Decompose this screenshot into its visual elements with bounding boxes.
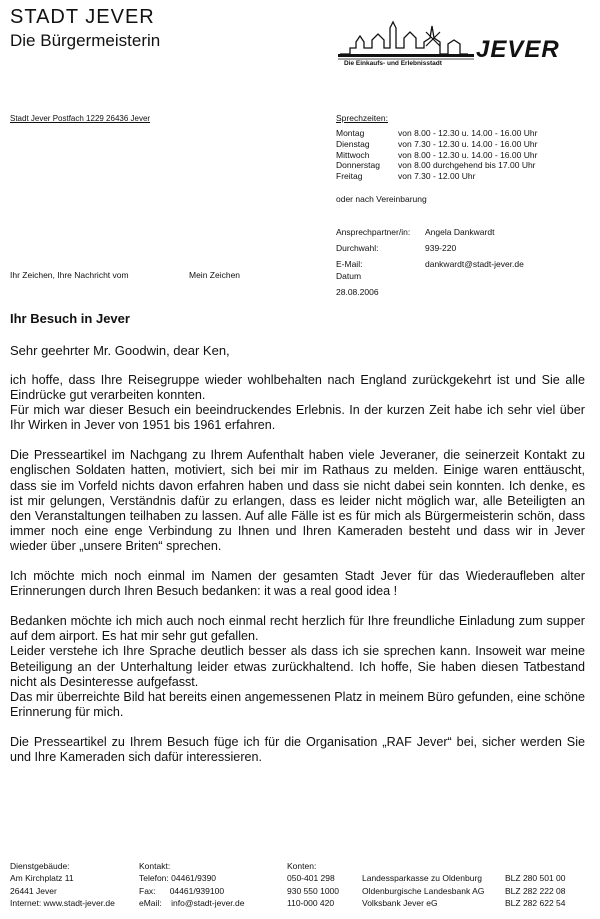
city-heading: STADT JEVER: [10, 6, 155, 28]
logo-tagline: Die Einkaufs- und Erlebnisstadt: [344, 60, 442, 67]
letter-paragraph: Die Presseartikel zu Ihrem Besuch füge ich für die Organisation „RAF Jever“ bei, sicher werden Sie und Ihre Kameraden sich dafür interessieren.: [10, 734, 585, 764]
letter-paragraph: Ich möchte mich noch einmal im Namen der gesamten Stadt Jever für das Wiederaufleben alter Erinnerungen durch Ihren Besuch bedanken: it was a real good idea !: [10, 569, 585, 599]
your-reference-label: Ihr Zeichen, Ihre Nachricht vom: [10, 270, 129, 280]
my-reference-label: Mein Zeichen: [189, 270, 241, 280]
office-hours-row: Montag von 8.00 - 12.30 u. 14.00 - 16.00 Uhr: [336, 128, 538, 138]
letter-paragraph: Die Presseartikel im Nachgang zu Ihrem Aufenthalt haben viele Jeveraner, die seinerzeit Kontakt zu englischen Soldaten hatten, motiviert, sich bei mir im Rathaus zu melden. Einige waren enttäuscht, dass sie im Vorfeld nichts davon erfahren haben und dass sie nicht dabei sein konnten. Ich denke, es ist mir gelungen, Verständnis dafür zu erlangen, dass es leider nicht möglich war, alle Beteiligten an den Veranstaltungen teilhaben zu lassen. Auf alle Fälle ist es für mich als Bürgermeisterin schön, dass immer noch eine enge Verbindung zu Ihnen und Ihren Kameraden besteht und dass wir in Jever wieder über „unsere Briten“ sprechen.: [10, 448, 585, 553]
office-hours-row: Dienstag von 7.30 - 12.30 u. 14.00 - 16.00 Uhr: [336, 138, 538, 149]
account-row: 110-000 420 Volksbank Jever eG: [287, 898, 438, 909]
contact-person-block: [336, 224, 524, 272]
date-label: Datum: [336, 271, 362, 281]
contact-email: dankwardt@stadt-jever.de: [425, 259, 524, 269]
office-hours-row: Donnerstag von 8.00 durchgehend bis 17.00 Uhr: [336, 160, 536, 171]
letter-subject: Ihr Besuch in Jever: [10, 311, 130, 326]
letter-body: [10, 373, 585, 780]
office-hours-row: Freitag von 7.30 - 12.00 Uhr: [336, 171, 476, 182]
office-hours-table: [336, 128, 537, 182]
bank-code: BLZ 282 222 08: [505, 885, 566, 896]
footer-bank-codes: [505, 860, 566, 910]
contact-person-name: Angela Dankwardt: [425, 227, 495, 237]
direct-dial-label: Durchwahl:: [336, 243, 379, 253]
jever-wordmark: JEVER: [476, 36, 560, 63]
office-hours-title: Sprechzeiten:: [336, 113, 388, 123]
email-label: E-Mail:: [336, 259, 363, 269]
letter-date: 28.08.2006: [336, 287, 379, 297]
bank-code: BLZ 282 622 54: [505, 898, 566, 909]
footer-website-link[interactable]: Internet: www.stadt-jever.de: [10, 898, 115, 909]
footer-email-link[interactable]: eMail: info@stadt-jever.de: [139, 898, 245, 909]
account-row: 050-401 298 Landessparkasse zu Oldenburg: [287, 873, 483, 884]
account-row: 930 550 1000 Oldenburgische Landesbank AG: [287, 885, 485, 896]
footer-contact: Kontakt: Telefon: 04461/9390 Fax: 04461/939100 eMail: info@stadt-jever.de: [139, 861, 245, 909]
bank-code: BLZ 280 501 00: [505, 873, 566, 884]
by-appointment-note: oder nach Vereinbarung: [336, 194, 427, 204]
mayor-title: Die Bürgermeisterin: [10, 31, 161, 50]
sender-address-line: Stadt Jever Postfach 1229 26436 Jever: [10, 114, 151, 123]
footer-building: Dienstgebäude: Am Kirchplatz 11 26441 Jever Internet: www.stadt-jever.de: [10, 861, 115, 909]
office-hours-row: Mittwoch von 8.00 - 12.30 u. 14.00 - 16.00 Uhr: [336, 149, 538, 160]
letter-paragraph: ich hoffe, dass Ihre Reisegruppe wieder wohlbehalten nach England zurückgekehrt ist und Sie alle Eindrücke gut verarbeiten konnten. Für mich war dieser Besuch ein beeindruckendes Erlebnis. In der kurzen Zeit habe ich sehr viel über Ihr Wirken in Jever von 1951 bis 1961 erfahren.: [10, 373, 585, 433]
letter-paragraph: Bedanken möchte ich mich auch noch einmal recht herzlich für Ihre freundliche Einladung zum supper auf dem airport. Es hat mir sehr gut gefallen. Leider verstehe ich Ihre Sprache deutlich besser als dass ich sie sprechen kann. Insoweit war meine Beteiligung an der Unterhaltung leider etwas zurückhaltend. Ich hoffe, Sie haben diesen Tatbestand nicht als Desinteresse aufgefasst. Das mir überreichte Bild hat bereits einen angemessenen Platz in meinem Büro gefunden, eine schöne Erinnerung für mich.: [10, 614, 585, 719]
letter-salutation: Sehr geehrter Mr. Goodwin, dear Ken,: [10, 343, 230, 358]
contact-person-label: Ansprechpartner/in:: [336, 227, 411, 237]
footer-accounts: Konten: 050-401 298 Landessparkasse zu Oldenburg 930 550 1000 Oldenburgische Landesbank AG 110-000 420 Volksbank Jever eG: [287, 860, 487, 910]
direct-dial-number: 939-220: [425, 243, 457, 253]
